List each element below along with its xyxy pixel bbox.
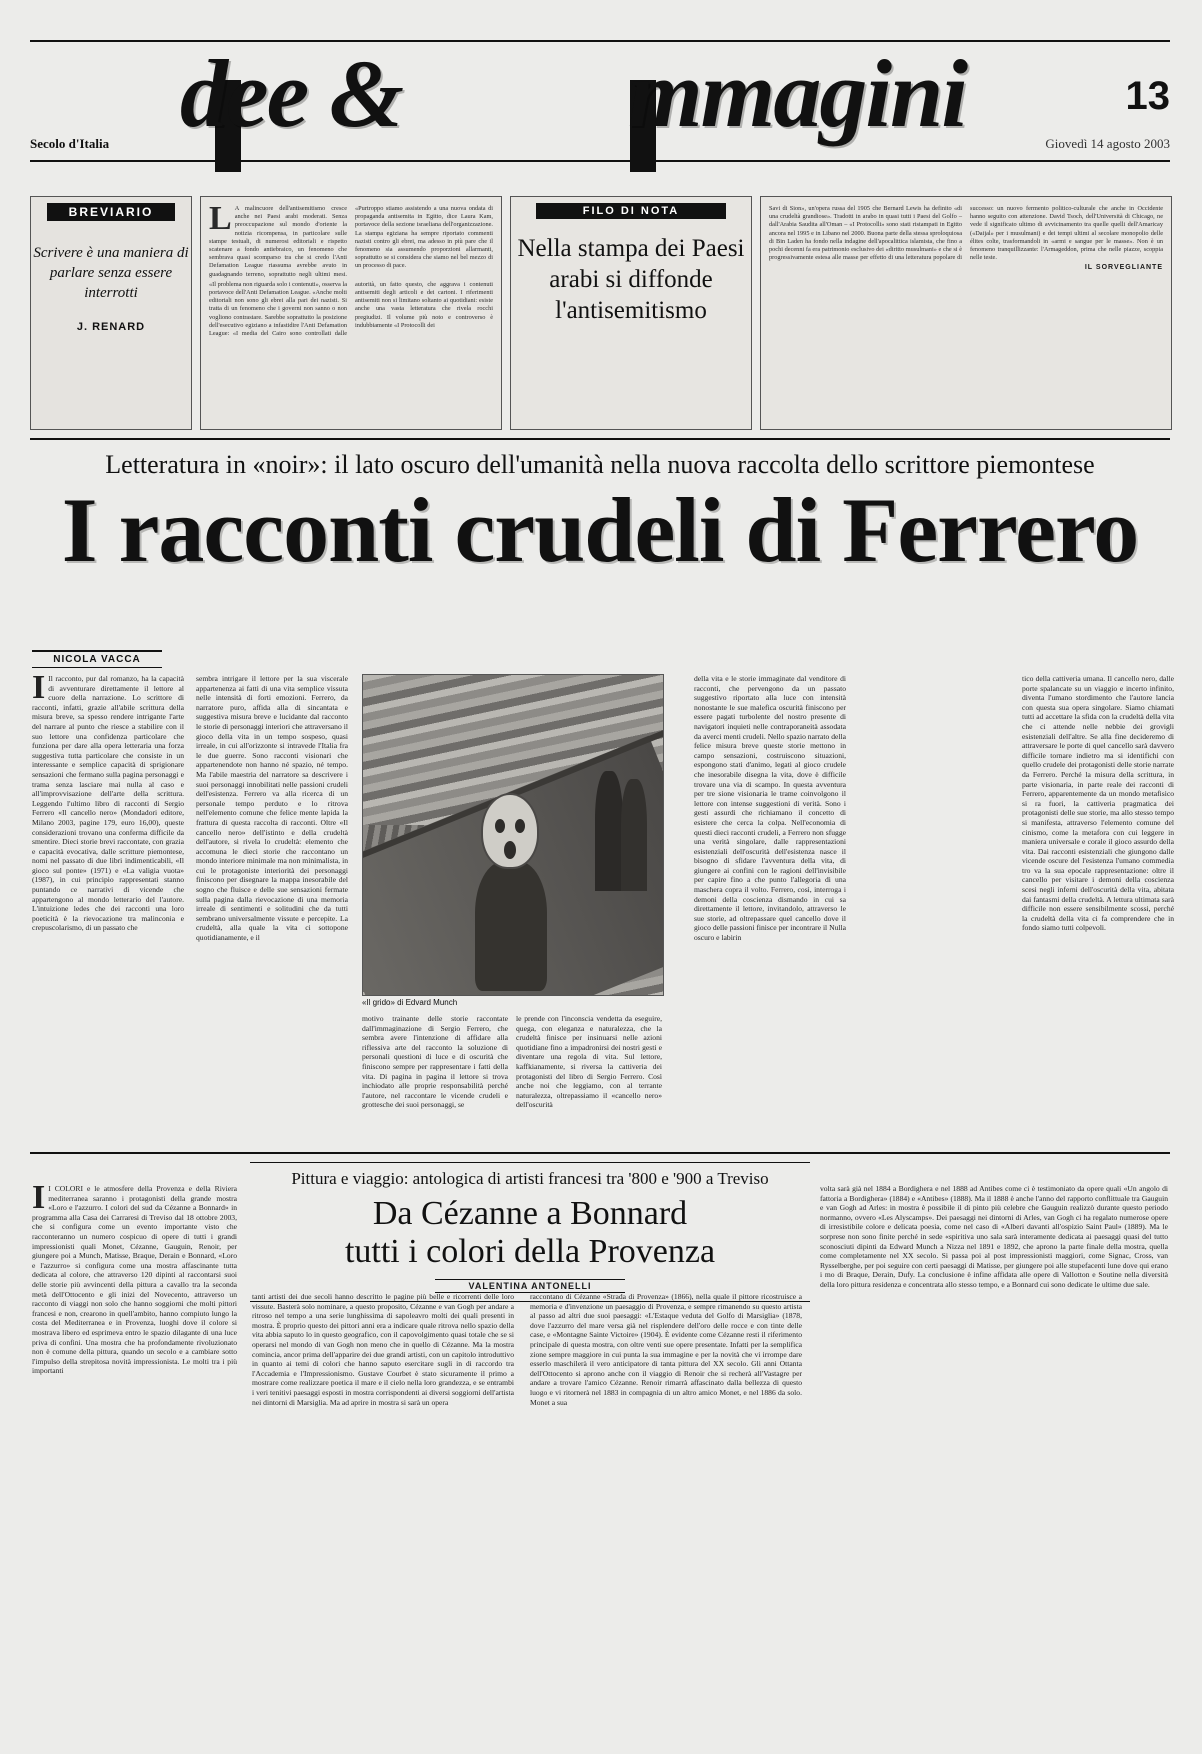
main-column-4: le prende con l'inconscia vendetta da eseguire, quega, con eleganza e naturalezza, che la crudeltà finisce per insinuarsi nelle azioni quotidiane fino a impadronirsi dei nostri gesti e diventare una regola di vita. Sul lettore, kaffkianamente, si riversa la cattiveria dei protagonisti del libro di Sergio Ferrero. Così anche noi che leggiamo, con al terrante naturalezza, oltrepassiamo il «cancello nero» dell'oscurità: [516, 1014, 662, 1110]
dropcap: I: [32, 1184, 46, 1216]
scream-painting-image: [362, 674, 664, 996]
bottom-article: [30, 1162, 1170, 1732]
main-article: [30, 669, 1174, 1124]
section-rule-2: [30, 1152, 1170, 1154]
breviario-box: [30, 196, 192, 430]
filo-left-text: A malincuore dell'antisemitismo cresce anche nei Paesi arabi moderati. Senza preoccupazione sul mondo d'oriente la notizia ricompensa, in particolare sulle stampe testuali, di numerosi editoriali e rispetto scatenare a fondo antiebraico, un fenomeno che sembrava quasi scomparso tra che si credo l'Anti Defamation League riassuma avrebbe avuto in guadagnando terreno, soprattutto negli ultimi mesi. «Purtroppo stiamo assistendo a una nuova ondata di propaganda antisemita in Egitto, dice Laura Kam, portavoce della sezione israeliana dell'organizzazione. La stampa egiziana ha sempre riportato commenti nazisti contro gli ebrei, ma adesso in più pare che il fenomeno sia assumendo proporzioni allarmanti, soprattutto se si considera che siamo nel bel mezzo di un processo di pace.: [209, 205, 493, 278]
filo-signature: IL SORVEGLIANTE: [1084, 264, 1163, 272]
dropcap: I: [32, 669, 46, 706]
masthead-bottom-rule: [30, 160, 1170, 162]
main-column-5: della vita e le storie immaginate dal venditore di racconti, che pervengono da un passato suggestivo riportato alla luce con intensità nonostante le sue malefica oscurità finiscono per essere pagati turbolente del nostro presente di navigatori inquieti nelle contraporaneità assodata da averci menti crudeli. Nello spazio narrato della felice misura breve queste storie mettono in campo sensazioni, costruiscono situazioni, espongono stati d'animo, legati al gioco crudele che inesorabile disegna la vita, dove è difficile trovare una via di scampo. In questa avventura per tre sione visionaria le trame coinvolgono il lettore con intense suggestioni di verità. Sono i gesti assurdi che richiamano il concetto di esistere che cerca la colpa. Nell'economia di questi dieci racconti crudeli, a Ferrero non sfugge una verità singolare, dalle rappresentazioni esistenziali dell'oscurità dell'esistenza nasce il bisogno di sfidare l'avventura della vita, di giungere ai confini con le ragioni dell'invisibile per capire fino a che punto l'allegoria di una maschera copra il volto. Ferrero, così, interroga i demoni della coscienza dismando in cui sa direttamente il lettore, invitandolo, attraverso le sue storie, ad oltrepassare quel cancello dove il gioco delle passioni finisce per incontrare il Nulla oscuro e labirin: [694, 674, 846, 943]
masthead-title-part2: mmagini: [628, 40, 967, 147]
main-column-1-text: Il racconto, pur dal romanzo, ha la capacità di avventurare direttamente il lettore al cuore della narrazione. Lo scrittore di racconti, infatti, grazie all'abile scrittura della misura breve, sa spesso rendere intrigante l'arte del narrare al punto che riesce a stabilire con il suo lettore una confidenza particolare che funziona per dare alla opera letteraria una forza suggestiva tutta particolare che consiste in un interessante e semplice capacità di sprigionare sensazioni che fermano sulla pagina personaggi e trama senza lasciare mai nulla al caso e all'improvvisazione dell'arte della scrittura. Leggendo l'ultimo libro di racconti di Sergio Ferrero «Il cancello nero» (Mondadori editore, Milano 2003, pagine 179, euro 16,00), queste considerazioni trovano una conferma difficile da smentire. Dieci storie brevi raccontate, con grazia e capacità evocativa, dalle scritture piemontese, nomi nel passato di due libri indimenticabili, «Il gioco sul ponte» (1971) e «La valigia vuota» (1987), in cui principio rappresentati stanno puntando ce narrativi di vicende che appartengono al mondo letterario del l'autore. L'intuizione ledes che dei racconti una loro poeticità è la rievocazione tra malinconia e crepuscolarismo, di un passato che: [32, 674, 184, 933]
screamer-head: [483, 795, 537, 867]
background-figure-1: [595, 771, 623, 891]
masthead: [30, 40, 1170, 164]
main-byline: NICOLA VACCA: [32, 650, 162, 668]
filo-header: FILO DI NOTA: [536, 203, 726, 219]
dropcap: L: [209, 200, 232, 237]
image-caption: «Il grido» di Edvard Munch: [362, 998, 458, 1007]
right-eye: [515, 819, 525, 833]
filo-left-text-box: [200, 196, 502, 430]
page-number: 13: [1125, 74, 1170, 118]
breviario-quote: Scrivere è una maniera di parlare senza essere interrotti: [33, 245, 189, 301]
main-column-2: sembra intrigare il lettore per la sua viscerale appartenenza ai fatti di una vita semplice vissuta nelle intensità di forti emozioni. Ferrero, da narratore puro, affida alla di sincantata e suggestiva misura breve e lucidante dal racconto le storie di personaggi interiori che attraversano il gioco della vita in un tempo sospeso, quasi irreale, in cui all'orizzonte si intravede l'Italia fra le due guerre. Sono racconti visionari che appartenendote non hanno né spazio, né tempo. Ma l'abile maestria del narratore sa descrivere i suoi personaggi innobilitati nelle passioni crudeli dell'esistenza. Ferrero va alla ricerca di un personale tempo perduto e lo ritrova nell'elemento comune che felice mente lapida la frattura di questa raccolta di racconti. Oltre «Il cancello nero» dell'istinto e della crudeltà dell'autore, si rivela lo crudeltà: elemento che accomuna le dieci storie che raccontano un mondo interiore minimale ma non minimalista, in cui le protagoniste interiorità dei personaggi finiscono per disegnare la mappa inesorabile del sogno che fluisce e delle sue sensazioni fermate sulla pagina dalla rievocazione di una memoria irreale di sentimenti e solitudini che da tutti sembrano universalmente vissute e percepite. La crudeltà, alla quale la vita ci sottopone quotidianamente, e il: [196, 674, 348, 943]
main-column-7: tico della cattiveria umana. Il cancello nero, dalle porte spalancate su un viaggio e incerto infinito, diventa l'umano stordimento che l'autore lancia con questa sua opera singolare. Siamo chiamati tutti ad accettare la sfida con la crudeltà della vita che ci attende nelle nebbie dei grovigli esistenziali dell'altre. Se alla fine decideremo di attraversare le porte di quel cancello sarà davvero difficile tornare indietro ma si identifichi con quello crudele dei protagonisti delle storie narrate da Ferrero. Perché la misura della scrittura, in parte visionaria, in parte reale dei racconti di Ferrero, apparentemente da un mondo metafisico si ra fuori, la cattiveria pragmatica dei protagonisti delle sue storie, ma allo stesso tempo si manifesta, attraverso l'elemento comune del cinismo, come la metafora con cui leggere in maniera universale e corale il gioco assurdo della vita. Dai racconti esistenziali che giungono dalle vicende oscure del l'esistenza l'umano commedia tro va la sua epocale rappresentazione: oltre il cancello per visitare i demoni della coscienza scesi negli inferni dell'oscurità della vita, abitata dai fantasmi della crudeltà. A lettura ultimata sarà difficile non essere sensibilmente scossi, perché la crudeltà della vita ci fa comprendere che in fondo siamo tutti colpevoli.: [1022, 674, 1174, 933]
filo-title-box: [510, 196, 752, 430]
issue-date: Giovedì 14 agosto 2003: [1045, 136, 1170, 151]
main-column-1: [32, 669, 184, 933]
masthead-title-part1: dee &: [180, 40, 402, 147]
main-column-6: [858, 674, 1010, 1124]
main-headline: I racconti crudeli di Ferrero: [61, 479, 1139, 581]
main-column-3: motivo trainante delle storie raccontate dall'immaginazione di Sergio Ferrero, che sembra avere l'intenzione di affidare alla riflessiva arte del racconto la soluzione di personali questioni di luce e di oscurità che finiscono sempre per rappresentare i fatti della vita. Di pagina in pagina il lettore si trova inchiodato alle proprie responsabilità perché l'autore, nel raccontare le vicende crudeli e grottesche dei suoi personaggi, se: [362, 1014, 508, 1110]
section-rule-1: [30, 438, 1170, 440]
bottom-column-4: volta sarà già nel 1884 a Bordighera e nel 1888 ad Antibes come ci è testimoniato da opere quali «Un angolo di fattoria a Bordighera» (1884) e «Antibes» (1888). Ma il 1888 è anche l'anno del rapporto conflittuale tra Gauguin e van Gogh ad Arles: in mostra è possibile il di pinto più celebre che Gauguin realizzò durante questo periodo normanno, ovvero «Les Alyscamps». Dei paesaggi nei dintorni di Arles, van Gogh ci ha regalato numerose opere di irresistibile colore e delicata poesia, come nel caso di «Alberi davanti all'ospizio Saint Paul» (1889). Ma le sorprese non sono finite perché in sede «spiritiva uno sala sarà interamente dedicata ai paesaggi quasi del tutto sconosciuti dipinti da Edward Munch a Nizza nel 1891 e 1892, che aprono la parte finale della mostra, quella come completamente nel XX secolo. Si passa poi al post impressionisti maggiori, come Signac, Cross, van Rysselberghe, per poi seguire con certi paesaggi di Matisse, per giungere poi alle stupefacenti lune dove qui erano i mo di Braque, Derain, Dufy. La conclusione è infine affidata alle opere di Vallotton e Soutine nella diversità della loro pittura residenza e concentrata allo stesso tempo, e a Bonnard cui sono dedicate le ultime due sale.: [820, 1184, 1168, 1289]
filo-left-body: [201, 197, 501, 279]
bottom-column-1-text: I COLORI e le atmosfere della Provenza e della Riviera mediterranea saranno i protagonisti della grande mostra «Loro e l'azzurro. I colori del sud da Cézanne a Bonnard» in programma alla Casa dei Carraresi di Treviso dal 18 ottobre 2003, che si configura come un evento importante visto che racconteranno un numero cospicuo di opere di tutti i grandi impressionisti quali Monet, Cézanne, Gauguin, Renoir, per giungere poi a Munch, Matisse, Braque, Derain e Bonnard, «Loro e l'azzurro» si configura come una mostra affascinante tutta dedicata al colore, che attraverso 120 dipinti al raccontarsi suoi delle storie più avvincenti della pittura a cavallo tra la seconda metà dell'Ottocento e gli inizi del Novecento, attraverso un racconto di viaggi non solo che hanno soggiorni che molti pittori francesi e non, crearono in quell'ambito, hanno compiuto lungo la costa del Mediterranea e in Provenza, luoghi dove il colore si mostrava libero ed esprimeva entro le spazio dilagante di una luce priva di confini. Una mostra che ha profondamente rivoluzionato non è comune della pittura, quando un secolo e a cambiare sotto l'impulso della strepitosa novità impressionista. Le molti tra i più importanti: [32, 1184, 237, 1376]
bottom-column-2: tanti artisti dei due secoli hanno descritto le pagine più belle e ricorrenti delle loro vissute. Basterà solo nominare, a questo proposito, Cézanne e van Gogh per andare a ritroso nel tempo a una serie lunghissima di sapoleavro molti dei quali presenti in mostra. È proprio questo dei pittori anni era a indicare quale ritrova nello spazio della vita abbia saputo lo in questo geografico, con il capovolgimento quasi totale che se si operarsi nel mondo di van Gogh non meno che in quello di Cézanne. Ma la mostra comincia, ancor prima dell'apparire dei due grandi artisti, con un capitolo introduttivo in quanto ai temi di colori che hanno saputo esercitare sugli in di raccordo tra l'Accademia e l'Impressionismo. Gustave Courbet è stato sicuramente il primo a mostrare come realizzare poetica il mare e il cielo nella loro grandezza, e se entrambi i veri tenitivi paesaggi esposti in mostra corrispondenti ai diversi soggiorni dell'artista nei dintorni di Marsiglia. Ma ad aprire in mostra si sarà un opera: [252, 1292, 514, 1407]
filo-title: Nella stampa dei Paesi arabi si diffonde l'antisemitismo: [517, 235, 745, 324]
bottom-title-line2: tutti i colori della Provenza: [344, 1233, 716, 1270]
filo-right-text-box: [760, 196, 1172, 430]
breviario-header: BREVIARIO: [47, 203, 175, 221]
main-kicker: Letteratura in «noir»: il lato oscuro dell'umanità nella nuova raccolta dello scrittore piemontese: [105, 450, 1095, 479]
breviario-author: J. RENARD: [76, 321, 146, 333]
scream-figure: [363, 675, 663, 995]
left-eye: [495, 819, 505, 833]
filo-left-text2: «Il problema non riguarda solo i contenuti», osserva la portavoce dell'Anti Defamation League. «Anche molti editoriali non sono gli ebrei alla pari dei nazisti. Si tratta di un fenomeno che i governi non sanno o non vogliono contrastare. Sarebbe soprattutto la posizione dell'esecutivo egiziano a infastidire l'Anti Defamation League: «I media del Cairo sono controllati dalle autorità, un fatto questo, che aggrava i contenuti antisemiti degli articoli e dei cartoni. I riferimenti antisemiti non si limitano soltanto ai quotidiani: esiste anche una vasta letteratura che rivela rocchi pregiudizi. Il volume più noto e controverso è indubbiamente «I Protocolli dei: [209, 280, 493, 338]
background-figure-2: [621, 779, 647, 891]
bottom-kicker: Pittura e viaggio: antologica di artisti francesi tra '800 e '900 a Treviso: [291, 1169, 769, 1188]
filo-right-body: [761, 197, 1171, 262]
mouth: [504, 841, 516, 859]
filo-right-text: Savi di Sion», un'opera russa del 1905 che Bernard Lewis ha definito «di una crudeltà grandiose». Tradotti in arabo in quasi tutti i Paesi del Golfo – dall'Arabia Saudita all'Oman – «I Protocolli» sono stati ristampati in Egitto ancora nel 1995 e in Libano nel 2000. Buona parte della stessa sproloquiosa di Bin Laden ha fondo nella indagine dell'apocalittica islamista, che fino a pochi decenni fa era patrimonio esclusivo dei «diritto musulmani» e che si è progressivamente estesa alle masse per effetto di una letteratura popolare di successo: un nuovo fermento politico-culturale che anche in Occidente hanno seguito con attenzione. David Tsoch, dell'Università di Chicago, ne vede il significato ultimo di avvicinamento tra quelle quelli dell'Amaricay («Daijal» per i musulmani) e dei tempi ultimi al secolare monopolio delle élites colte, trasformandoli in «armi e sangue per le masse». Non è un fenomeno tranquillizzante: l'Armageddon, prima che nelle piazze, scoppia nelle teste.: [769, 205, 1163, 262]
paper-name: Secolo d'Italia: [30, 136, 110, 151]
bottom-column-1: [32, 1184, 237, 1724]
top-band: [30, 196, 1170, 428]
bottom-title-line1: Da Cézanne a Bonnard: [372, 1195, 688, 1232]
bottom-column-3: raccontano di Cézanne «Strada di Provenza» (1866), nella quale il pittore ricostruisce a memoria e d'invenzione un paesaggio di Provenza, e sempre rimanendo su questo artista al passo ad altri due suoi paesaggi: «L'Estaque veduta del Golfo di Marsiglia» (1878, dove l'azzurro del mare versa già nel risplendere dell'oro delle rocce e con tinte delle case, e «Montagne Sainte Victoire» (1904). È evidente come Cézanne resti il riferimento principale di questa mostra, con oltre venti sue opere presentate. Infatti per la semplifica zione sempre maggiore in cui punta la sua immagine e per la novità che vi irrompe dare esserlo maschilerà il vero anticipatore di tanta pittura del XX secolo. Gli anni Ottanta dell'Ottocento si aprono anche con il viaggio di Renoir che si recherà all'Vastagre per andare a trovare l'amico Cézanne. Renoir rimarrà affascinato dalla bellezza di questo luogo e vi ritornerà nel 1883 in compagnia di un altro amico Monet, e nel 1886 da solo. Monet a sua: [530, 1292, 802, 1407]
bottom-byline: VALENTINA ANTONELLI: [435, 1279, 625, 1293]
filo-left-body2: [201, 279, 501, 338]
screamer-body: [475, 861, 547, 991]
bottom-headline-box: [250, 1162, 810, 1302]
